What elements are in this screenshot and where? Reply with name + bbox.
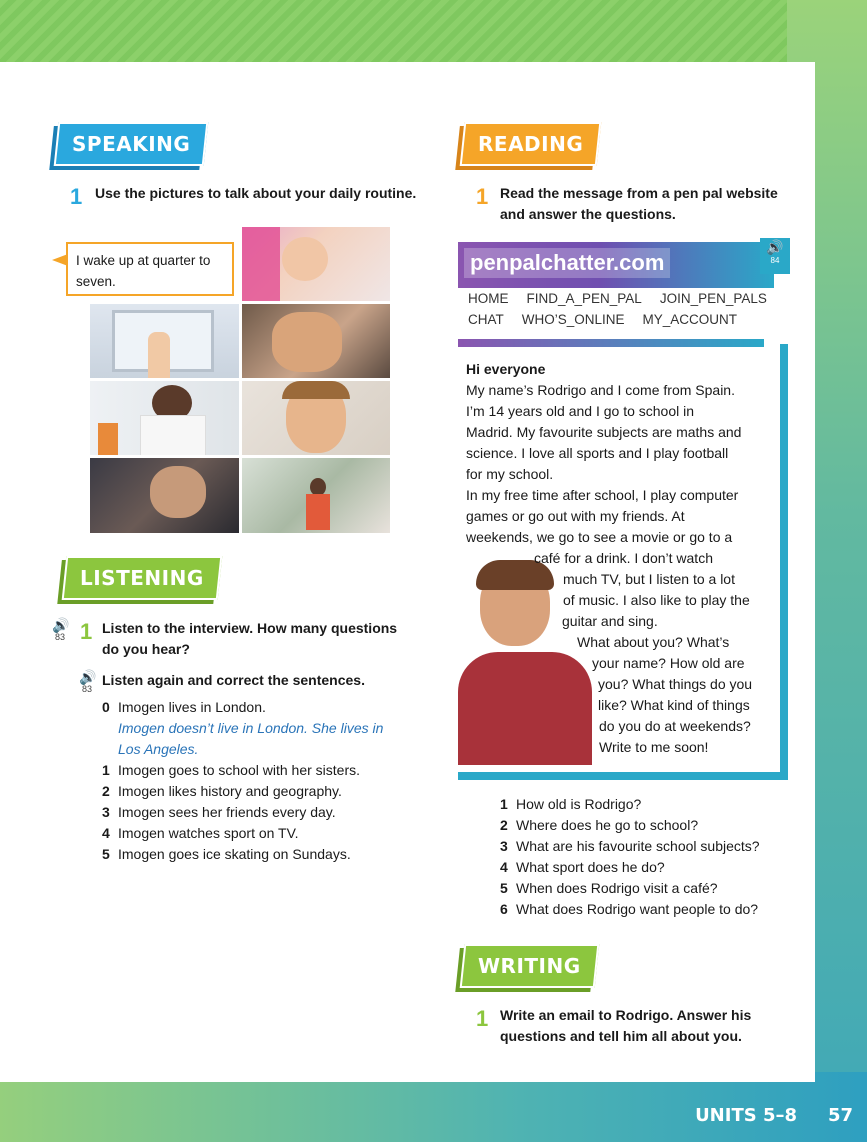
audio-track-84[interactable]: 🔊 84 bbox=[760, 238, 790, 274]
message-greeting: Hi everyone bbox=[466, 361, 546, 377]
audio-track-83-first[interactable]: 🔊 83 bbox=[52, 617, 70, 642]
message-line: games or go out with my friends. At bbox=[466, 508, 685, 524]
list-item: 4 Imogen watches sport on TV. bbox=[102, 825, 299, 841]
photo-brushing-teeth bbox=[90, 458, 239, 533]
units-label: UNITS 5–8 bbox=[695, 1105, 797, 1126]
list-item: 3 Imogen sees her friends every day. bbox=[102, 804, 336, 820]
message-body bbox=[466, 359, 766, 758]
message-line: My name’s Rodrigo and I come from Spain. bbox=[466, 382, 735, 398]
message-line: I’m 14 years old and I go to school in bbox=[466, 403, 695, 419]
message-line: of music. I also like to play the bbox=[563, 592, 750, 608]
photo-wake-up bbox=[242, 227, 390, 301]
nav-find-a-pen-pal[interactable]: FIND_A_PEN_PAL bbox=[526, 291, 642, 306]
message-line: Madrid. My favourite subjects are maths and bbox=[466, 424, 742, 440]
photo-getting-dressed bbox=[90, 381, 239, 455]
photo-stretching bbox=[90, 304, 239, 378]
list-item: 1 Imogen goes to school with her sisters. bbox=[102, 762, 361, 778]
listening-instruction-2: Listen again and correct the sentences. bbox=[102, 672, 365, 688]
photo-washing-face bbox=[242, 304, 390, 378]
list-item: 5 Imogen goes ice skating on Sundays. bbox=[102, 846, 351, 862]
message-line: What about you? What’s bbox=[577, 634, 730, 650]
speaker-icon: 🔊 bbox=[52, 617, 70, 633]
message-line: your name? How old are bbox=[592, 655, 745, 671]
listening-header: LISTENING bbox=[62, 556, 222, 600]
list-item: 4 What sport does he do? bbox=[500, 859, 665, 875]
writing-instruction: Write an email to Rodrigo. Answer his questions and tell him all about you. bbox=[500, 1007, 752, 1044]
photo-going-to-school bbox=[242, 458, 390, 533]
list-item: 2 Imogen likes history and geography. bbox=[102, 783, 342, 799]
audio-track-83-second[interactable]: 🔊 83 bbox=[79, 669, 97, 694]
website-title-bar bbox=[458, 242, 774, 288]
message-line: you? What things do you bbox=[598, 676, 753, 692]
speaking-header: SPEAKING bbox=[54, 122, 209, 166]
message-line: In my free time after school, I play computer bbox=[466, 487, 739, 503]
page-number: 57 bbox=[827, 1105, 853, 1126]
message-line: like? What kind of things bbox=[598, 697, 750, 713]
reading-header: READING bbox=[460, 122, 602, 166]
message-line: much TV, but I listen to a lot bbox=[563, 571, 735, 587]
listening-sentences bbox=[102, 697, 402, 865]
reading-task-number: 1 bbox=[476, 184, 489, 209]
nav-my-account[interactable]: MY_ACCOUNT bbox=[642, 312, 738, 327]
website-name: penpalchatter.com bbox=[464, 248, 670, 278]
list-item: 3 What are his favourite school subjects? bbox=[500, 838, 760, 854]
nav-chat[interactable]: CHAT bbox=[468, 312, 504, 327]
list-item: 6 What does Rodrigo want people to do? bbox=[500, 901, 759, 917]
photo-eating-breakfast bbox=[242, 381, 390, 455]
message-line: do you do at weekends? bbox=[599, 718, 751, 734]
speaker-icon: 🔊 bbox=[766, 239, 784, 255]
nav-home[interactable]: HOME bbox=[468, 291, 509, 306]
message-line: science. I love all sports and I play football bbox=[466, 445, 729, 461]
writing-header: WRITING bbox=[460, 944, 599, 988]
list-item: 0 Imogen lives in London. bbox=[102, 699, 266, 715]
list-item: 5 When does Rodrigo visit a café? bbox=[500, 880, 718, 896]
speaking-task-number: 1 bbox=[70, 184, 83, 209]
message-line: weekends, we go to see a movie or go to a bbox=[466, 529, 733, 545]
list-item: 2 Where does he go to school? bbox=[500, 817, 699, 833]
list-item-answer: Imogen doesn’t live in London. She lives in Los Angeles. bbox=[118, 720, 384, 757]
nav-whos-online[interactable]: WHO’S_ONLINE bbox=[521, 312, 625, 327]
speech-bubble: I wake up at quarter to seven. bbox=[66, 242, 234, 296]
listening-instruction-1: Listen to the interview. How many questions do you hear? bbox=[102, 620, 398, 657]
writing-task-number: 1 bbox=[476, 1006, 489, 1031]
nav-join-pen-pals[interactable]: JOIN_PEN_PALS bbox=[659, 291, 767, 306]
list-item: 1 How old is Rodrigo? bbox=[500, 796, 642, 812]
reading-questions bbox=[500, 794, 790, 920]
message-line: café for a drink. I don’t watch bbox=[534, 550, 713, 566]
speaking-instruction: Use the pictures to talk about your daily routine. bbox=[95, 185, 417, 201]
website-nav bbox=[458, 288, 767, 330]
listening-task-number: 1 bbox=[80, 619, 93, 644]
speaker-icon: 🔊 bbox=[79, 669, 97, 685]
message-line: guitar and sing. bbox=[562, 613, 658, 629]
message-line: for my school. bbox=[466, 466, 554, 482]
message-line: Write to me soon! bbox=[599, 739, 709, 755]
reading-instruction: Read the message from a pen pal website and answer the questions. bbox=[500, 185, 778, 222]
